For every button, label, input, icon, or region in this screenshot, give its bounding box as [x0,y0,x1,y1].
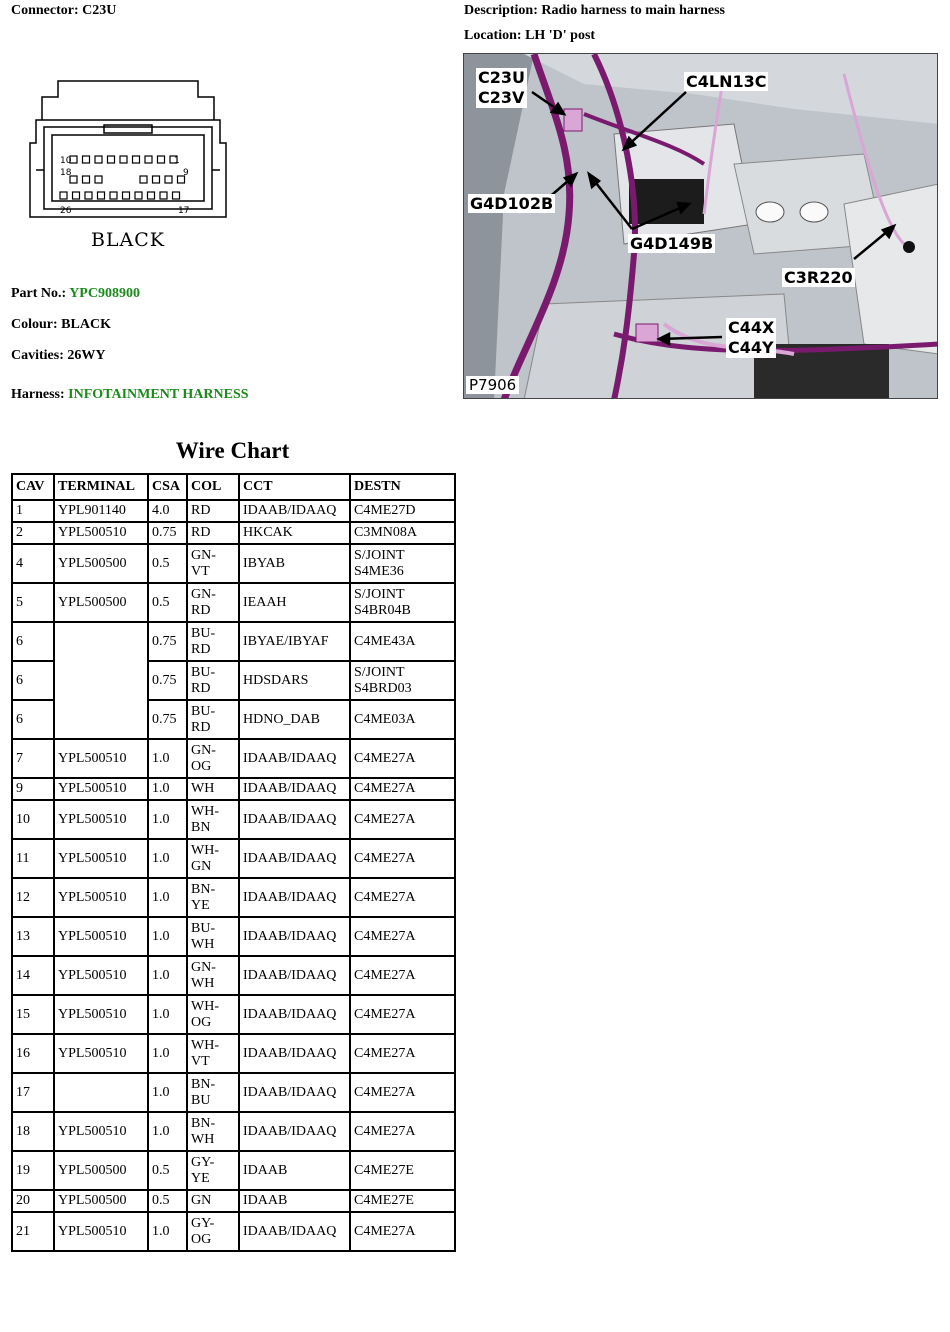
wire-row [12,1073,455,1112]
cell-destn: C4ME27A [350,878,455,917]
wire-row [12,917,455,956]
cell-cct: IBYAB [239,544,350,583]
wire-row [12,995,455,1034]
cell-cav: 6 [12,622,54,661]
harness-link[interactable]: INFOTAINMENT HARNESS [68,387,249,402]
description-label: Description: [464,3,538,18]
callout-c23v: C23V [478,88,525,107]
cavity-square [173,192,180,199]
cell-destn: C4ME27A [350,1073,455,1112]
header-destn: DESTN [350,474,455,500]
cell-csa: 1.0 [148,778,187,800]
header-col: COL [187,474,239,500]
cavity-square [148,192,155,199]
wire-row [12,1034,455,1073]
cell-terminal: YPL500500 [54,583,148,622]
cell-cav: 9 [12,778,54,800]
wire-row [12,1151,455,1190]
cell-terminal: YPL500510 [54,800,148,839]
pin-label-9: 9 [183,168,189,178]
connector-face-drawing [22,75,234,250]
cell-cct: IDAAB/IDAAQ [239,500,350,522]
cell-csa: 1.0 [148,739,187,778]
pin-label-26: 26 [60,206,72,216]
cell-cav: 7 [12,739,54,778]
wire-row [12,1212,455,1251]
cell-col: WH- GN [187,839,239,878]
cell-terminal: YPL500500 [54,1190,148,1212]
cavity-square [153,176,160,183]
cell-col: WH- OG [187,995,239,1034]
wire-chart-table [11,473,456,1252]
cell-cav: 21 [12,1212,54,1251]
photo-reference: P7906 [466,376,519,394]
cell-terminal [54,622,148,739]
cell-col: WH [187,778,239,800]
cell-col: RD [187,500,239,522]
cell-csa: 1.0 [148,917,187,956]
cell-col: GN- VT [187,544,239,583]
cell-cct: IDAAB/IDAAQ [239,839,350,878]
wire-row [12,839,455,878]
pin-label-10: 10 [60,156,72,166]
cell-terminal: YPL500500 [54,544,148,583]
cell-terminal: YPL500510 [54,739,148,778]
harness-line [11,387,249,403]
connector-label: Connector: [11,3,79,18]
wire-row [12,500,455,522]
cell-destn: C4ME27A [350,739,455,778]
wire-row [12,583,455,622]
cell-terminal: YPL500510 [54,1034,148,1073]
connector-heading [11,3,116,19]
cell-csa: 1.0 [148,995,187,1034]
cavities-label: Cavities: [11,348,64,363]
wire-row [12,1112,455,1151]
cell-cct: IDAAB/IDAAQ [239,878,350,917]
header-terminal: TERMINAL [54,474,148,500]
cell-cct: IDAAB/IDAAQ [239,739,350,778]
colour-line [11,317,111,333]
header-cct: CCT [239,474,350,500]
cell-cct: IDAAB/IDAAQ [239,956,350,995]
cell-col: GN- WH [187,956,239,995]
cavity-square [60,192,67,199]
cell-cav: 12 [12,878,54,917]
cell-col: GY- YE [187,1151,239,1190]
cell-csa: 1.0 [148,1212,187,1251]
cell-destn: C4ME27A [350,995,455,1034]
colour-value: BLACK [61,317,111,332]
cell-terminal: YPL500510 [54,878,148,917]
wire-row [12,878,455,917]
cell-col: GY- OG [187,1212,239,1251]
cell-col: GN- OG [187,739,239,778]
cell-destn: C4ME27A [350,839,455,878]
cell-csa: 1.0 [148,878,187,917]
callout-c23u-c23v [476,68,527,108]
cell-terminal: YPL901140 [54,500,148,522]
description-heading [464,3,725,19]
cell-csa: 4.0 [148,500,187,522]
cell-cct: IDAAB [239,1151,350,1190]
cell-col: GN- RD [187,583,239,622]
cell-col: WH- BN [187,800,239,839]
location-label: Location: [464,28,522,43]
cavity-square [95,176,102,183]
cell-col: BU- WH [187,917,239,956]
callout-c44y: C44Y [728,338,774,357]
cell-destn: C3MN08A [350,522,455,544]
cell-cav: 14 [12,956,54,995]
cavities-value: 26WY [67,348,106,363]
cell-terminal: YPL500510 [54,917,148,956]
cell-csa: 1.0 [148,956,187,995]
cell-destn: C4ME27E [350,1151,455,1190]
cell-csa: 1.0 [148,839,187,878]
cell-terminal: YPL500510 [54,522,148,544]
cavity-square [120,156,127,163]
cell-cct: IDAAB [239,1190,350,1212]
cell-terminal: YPL500510 [54,956,148,995]
cell-terminal: YPL500500 [54,1151,148,1190]
harness-label: Harness: [11,387,65,402]
wire-row [12,1190,455,1212]
cell-cav: 1 [12,500,54,522]
cell-cct: IDAAB/IDAAQ [239,995,350,1034]
cell-cct: IEAAH [239,583,350,622]
header-cav: CAV [12,474,54,500]
cell-col: WH- VT [187,1034,239,1073]
cell-cct: IDAAB/IDAAQ [239,1112,350,1151]
cell-cct: IBYAE/IBYAF [239,622,350,661]
cell-cav: 17 [12,1073,54,1112]
callout-c23u: C23U [478,68,525,87]
wire-row [12,800,455,839]
location-photo-drawing [464,54,938,399]
pin-label-18: 18 [60,168,72,178]
cell-csa: 0.75 [148,622,187,661]
cell-destn: C4ME27A [350,800,455,839]
cell-cct: HKCAK [239,522,350,544]
cell-destn: C4ME27A [350,778,455,800]
cell-cav: 6 [12,661,54,700]
cell-col: GN [187,1190,239,1212]
part-no-label: Part No.: [11,286,67,301]
cell-cav: 6 [12,700,54,739]
part-no-link[interactable]: YPC908900 [69,286,140,301]
cell-cav: 19 [12,1151,54,1190]
cell-csa: 0.5 [148,544,187,583]
cell-col: BU- RD [187,700,239,739]
wire-row [12,956,455,995]
cavity-square [140,176,147,183]
cell-destn: C4ME27A [350,1034,455,1073]
cell-cct: IDAAB/IDAAQ [239,1034,350,1073]
wire-row [12,522,455,544]
cavity-square [83,156,90,163]
callout-c44x: C44X [728,318,775,337]
cell-cav: 15 [12,995,54,1034]
cavity-square [95,156,102,163]
cavity-square [135,192,142,199]
cavity-square [160,192,167,199]
cell-cav: 2 [12,522,54,544]
callout-g4d102b: G4D102B [470,194,554,213]
cell-cct: HDSDARS [239,661,350,700]
cell-destn: C4ME27A [350,956,455,995]
cell-terminal: YPL500510 [54,778,148,800]
pin-label-1: 1 [174,156,180,166]
header-csa: CSA [148,474,187,500]
cell-destn: C4ME27A [350,917,455,956]
cell-csa: 0.75 [148,522,187,544]
cell-col: BN- YE [187,878,239,917]
cavity-square [145,156,152,163]
cell-col: BN- WH [187,1112,239,1151]
cell-cct: IDAAB/IDAAQ [239,1073,350,1112]
cell-csa: 0.5 [148,1151,187,1190]
cell-destn: C4ME27E [350,1190,455,1212]
cavity-square [123,192,130,199]
callout-c44x-c44y [726,318,776,358]
location-value: LH 'D' post [525,28,596,43]
wire-row [12,778,455,800]
cell-csa: 0.75 [148,661,187,700]
callout-c4ln13c: C4LN13C [686,72,767,91]
wire-row [12,739,455,778]
colour-label: Colour: [11,317,58,332]
cell-csa: 1.0 [148,1112,187,1151]
cavity-square [73,192,80,199]
cell-destn: C4ME27D [350,500,455,522]
cavity-square [98,192,105,199]
description-value: Radio harness to main harness [541,3,725,18]
cell-csa: 0.5 [148,1190,187,1212]
cell-cct: IDAAB/IDAAQ [239,1212,350,1251]
cell-terminal: YPL500510 [54,1212,148,1251]
cell-col: RD [187,522,239,544]
cell-cav: 10 [12,800,54,839]
pin-label-17: 17 [178,206,190,216]
cell-csa: 1.0 [148,1034,187,1073]
cell-csa: 1.0 [148,1073,187,1112]
cell-destn: S/JOINT S4BR04B [350,583,455,622]
cell-cav: 16 [12,1034,54,1073]
cell-terminal [54,1073,148,1112]
cell-cct: IDAAB/IDAAQ [239,800,350,839]
cell-cct: HDNO_DAB [239,700,350,739]
cell-destn: C4ME43A [350,622,455,661]
cavity-square [158,156,165,163]
cavity-square [165,176,172,183]
cell-destn: S/JOINT S4ME36 [350,544,455,583]
cell-csa: 1.0 [148,800,187,839]
cavity-square [133,156,140,163]
cavity-square [85,192,92,199]
location-photo [463,53,938,399]
cell-cav: 18 [12,1112,54,1151]
cell-cav: 5 [12,583,54,622]
cavity-square [108,156,115,163]
cell-destn: C4ME27A [350,1212,455,1251]
cell-terminal: YPL500510 [54,995,148,1034]
cell-destn: C4ME03A [350,700,455,739]
callout-g4d149b: G4D149B [630,234,714,253]
cell-csa: 0.75 [148,700,187,739]
cell-cav: 11 [12,839,54,878]
cell-csa: 0.5 [148,583,187,622]
cell-destn: S/JOINT S4BRD03 [350,661,455,700]
wire-row [12,622,455,661]
cavities-line [11,348,106,364]
cell-cav: 4 [12,544,54,583]
callout-c3r220: C3R220 [784,268,853,287]
cell-cav: 20 [12,1190,54,1212]
cell-destn: C4ME27A [350,1112,455,1151]
cell-cav: 13 [12,917,54,956]
cavity-square [110,192,117,199]
location-heading [464,28,595,44]
part-no-line [11,286,140,302]
cell-terminal: YPL500510 [54,1112,148,1151]
wire-chart-header-row [12,474,455,500]
cell-col: BU- RD [187,661,239,700]
connector-colour-label: BLACK [90,229,166,250]
cell-cct: IDAAB/IDAAQ [239,917,350,956]
cell-cct: IDAAB/IDAAQ [239,778,350,800]
cell-terminal: YPL500510 [54,839,148,878]
connector-value: C23U [82,3,117,18]
wire-row [12,544,455,583]
cell-col: BU- RD [187,622,239,661]
cavity-square [83,176,90,183]
wire-chart-title: Wire Chart [175,438,290,463]
cell-col: BN- BU [187,1073,239,1112]
